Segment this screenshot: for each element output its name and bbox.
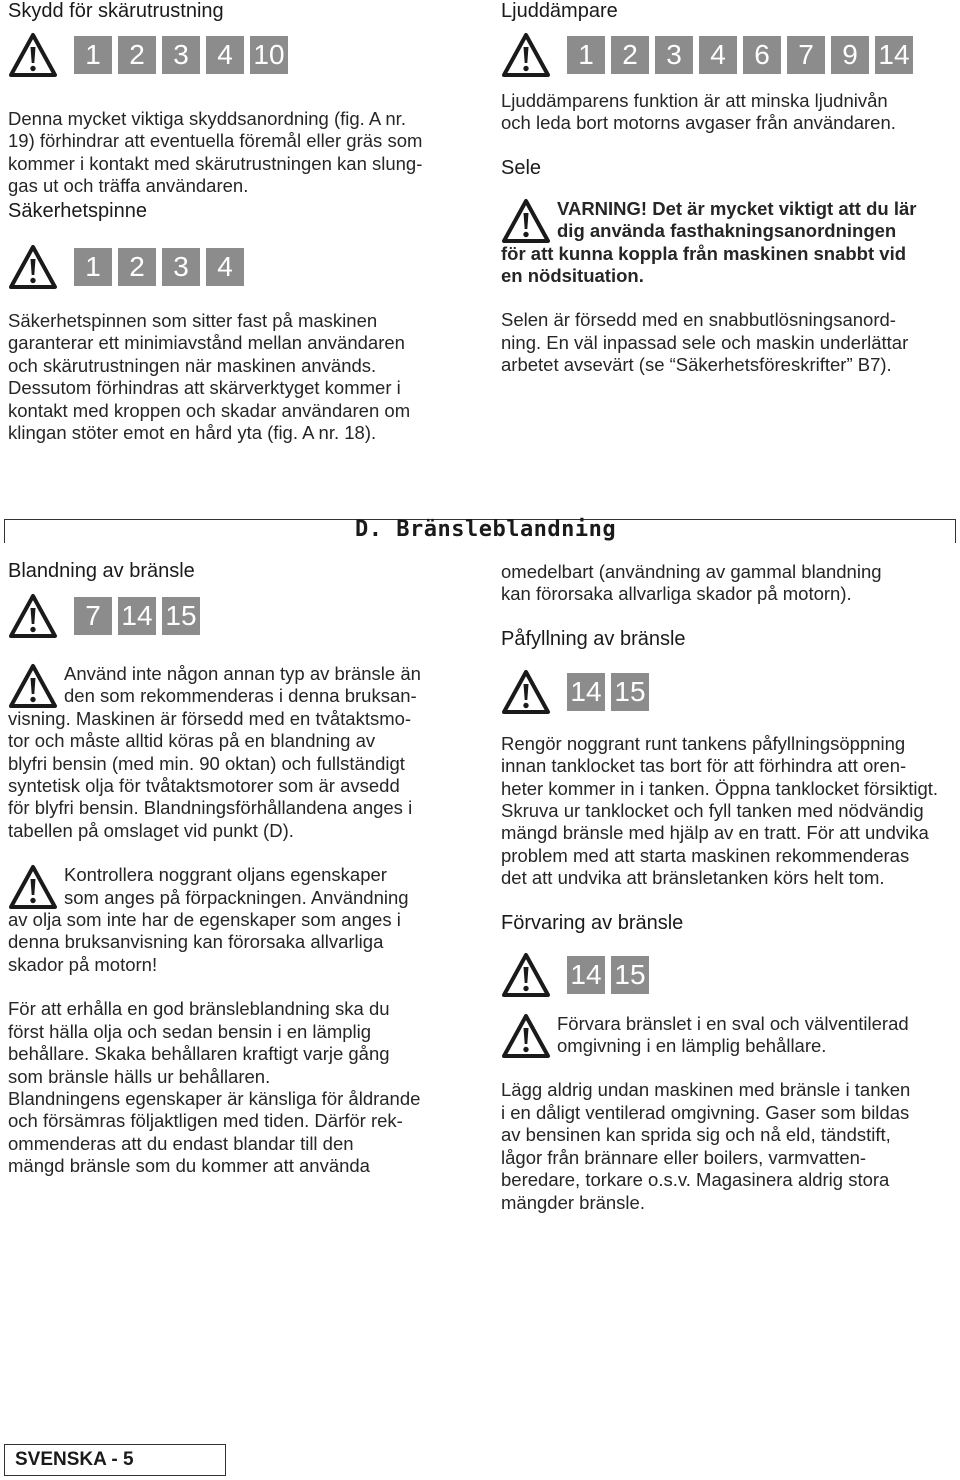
text-line: denna bruksanvisning kan förorsaka allvarliga bbox=[8, 931, 384, 953]
text-line: ommenderas att du endast blandar till den bbox=[8, 1132, 354, 1154]
text-line: i en dåligt ventilerad omgivning. Gaser som bildas bbox=[501, 1101, 910, 1123]
warning-icon bbox=[8, 244, 58, 290]
text-line: för blyfri bensin. Blandningsförhållandena anges i bbox=[8, 797, 413, 819]
figure-number-badge: 9 bbox=[831, 36, 869, 74]
text-line: först hälla olja och sedan bensin i en lämplig bbox=[8, 1020, 372, 1042]
text-line: Kontrollera noggrant oljans egenskaper bbox=[64, 864, 387, 886]
figure-number-badge: 7 bbox=[787, 36, 825, 74]
heading-forvaring: Förvaring av bränsle bbox=[501, 911, 684, 934]
heading-pinne: Säkerhetspinne bbox=[8, 200, 147, 222]
text-line: tor och måste alltid köras på en blandning av bbox=[8, 730, 376, 752]
text-line: som bränsle hälls ur behållaren. bbox=[8, 1065, 271, 1087]
text-line: omgivning i en lämplig behållare. bbox=[557, 1035, 827, 1057]
text-line: klingan stöter emot en hård yta (fig. A nr. 18). bbox=[8, 422, 377, 444]
heading-pafyllning: Påfyllning av bränsle bbox=[501, 627, 686, 650]
text-line: Förvara bränslet i en sval och välventilerad bbox=[557, 1012, 909, 1034]
icon-row-forvaring bbox=[501, 952, 957, 998]
text-line: problem med att starta maskinen rekommenderas bbox=[501, 844, 910, 866]
text-line: Rengör noggrant runt tankens påfyllningsöppning bbox=[501, 732, 906, 754]
text-line: VARNING! Det är mycket viktigt att du lär bbox=[557, 197, 917, 219]
text-line: den som rekommenderas i denna bruksan- bbox=[64, 685, 417, 707]
heading-sele: Sele bbox=[501, 156, 542, 179]
figure-number-badge: 1 bbox=[74, 36, 112, 74]
figure-number-badge: 3 bbox=[162, 36, 200, 74]
warning-icon bbox=[8, 663, 58, 709]
warning-block-forvaring bbox=[501, 1013, 957, 1058]
section-title: D. Bränsleblandning bbox=[355, 517, 617, 542]
text-line: och leda bort motorns avgaser från användaren. bbox=[501, 112, 896, 134]
text-line: Denna mycket viktiga skyddsanordning (fig. A nr. bbox=[8, 108, 406, 129]
warning-icon bbox=[8, 593, 58, 639]
paragraph-sele bbox=[501, 309, 957, 376]
text-line: Skruva ur tanklocket och fyll tanken med nödvändig bbox=[501, 800, 924, 822]
text-line: mängd bränsle med hjälp av en tratt. För att undvika bbox=[501, 822, 929, 844]
paragraph-pinne bbox=[8, 310, 478, 444]
paragraph-pafyllning bbox=[501, 733, 957, 890]
figure-number-badge: 3 bbox=[655, 36, 693, 74]
text-line: för att kunna koppla från maskinen snabbt vid bbox=[501, 242, 907, 264]
text-line: Dessutom förhindras att skärverktyget kommer i bbox=[8, 377, 401, 399]
figure-number-badge: 4 bbox=[206, 248, 244, 286]
text-line: en nödsituation. bbox=[501, 265, 644, 287]
figure-number-badge: 14 bbox=[118, 597, 156, 635]
figure-number-badge: 2 bbox=[118, 248, 156, 286]
text-line: blyfri bensin (med min. 90 oktan) och fullständigt bbox=[8, 752, 405, 774]
text-line: behållare. Skaka behållaren kraftigt varje gång bbox=[8, 1043, 390, 1065]
figure-number-badge: 4 bbox=[699, 36, 737, 74]
section-ljud bbox=[501, 0, 957, 377]
warning-block-olja bbox=[8, 864, 478, 976]
text-line: kontakt med kroppen och skadar användaren om bbox=[8, 399, 411, 421]
text-line: Säkerhetspinnen som sitter fast på maskinen bbox=[8, 310, 378, 331]
figure-number-badge: 15 bbox=[162, 597, 200, 635]
paragraph-blandning bbox=[8, 998, 478, 1177]
figure-number-badge: 14 bbox=[567, 956, 605, 994]
warning-block-bransletyp bbox=[8, 663, 478, 842]
warning-icon bbox=[501, 952, 551, 998]
warning-icon bbox=[501, 669, 551, 715]
figure-number-badge: 15 bbox=[611, 673, 649, 711]
heading-skydd: Skydd för skärutrustning bbox=[8, 0, 224, 22]
text-line: heter kommer in i tanken. Öppna tanklocket försiktigt. bbox=[501, 777, 939, 799]
text-line: lågor från brännare eller boilers, varmvatten- bbox=[501, 1146, 867, 1168]
figure-number-badge: 3 bbox=[162, 248, 200, 286]
figure-number-badge: 1 bbox=[74, 248, 112, 286]
warning-icon bbox=[501, 1013, 551, 1059]
text-line: Ljuddämparens funktion är att minska ljudnivån bbox=[501, 90, 888, 111]
text-line: tabellen på omslaget vid punkt (D). bbox=[8, 819, 294, 841]
icon-row-pinne bbox=[8, 244, 478, 290]
text-line: det att undvika att bränsletanken körs helt tom. bbox=[501, 867, 885, 889]
text-line: dig använda fasthakningsanordningen bbox=[557, 220, 897, 242]
section-right-bottom bbox=[501, 561, 957, 1214]
warning-icon bbox=[501, 198, 551, 244]
text-line: För att erhålla en god bränsleblandning ska du bbox=[8, 998, 390, 1020]
text-line: 19) förhindrar att eventuella föremål eller gräs som bbox=[8, 130, 423, 152]
figure-number-badge: 6 bbox=[743, 36, 781, 74]
text-line: Selen är försedd med en snabbutlösningsanord- bbox=[501, 309, 896, 331]
text-line: mängd bränsle som du kommer att använda bbox=[8, 1155, 370, 1177]
icon-row-skydd bbox=[8, 32, 478, 78]
text-line: gas ut och träffa användaren. bbox=[8, 175, 249, 197]
section-pinne bbox=[8, 200, 478, 444]
text-line: skador på motorn! bbox=[8, 953, 158, 975]
heading-ljud: Ljuddämpare bbox=[501, 0, 618, 22]
heading-blandning: Blandning av bränsle bbox=[8, 560, 195, 582]
figure-number-badge: 7 bbox=[74, 597, 112, 635]
text-line: beredare, torkare o.s.v. Magasinera aldrig stora bbox=[501, 1169, 890, 1191]
text-line: ning. En väl inpassad sele och maskin underlättar bbox=[501, 331, 909, 353]
text-line: Blandningens egenskaper är känsliga för åldrande bbox=[8, 1087, 421, 1109]
figure-number-badge: 2 bbox=[118, 36, 156, 74]
paragraph-forvaring bbox=[501, 1079, 957, 1213]
figure-number-badge: 10 bbox=[250, 36, 288, 74]
paragraph-skydd bbox=[8, 108, 478, 198]
figure-number-badge: 2 bbox=[611, 36, 649, 74]
icon-row-ljud bbox=[501, 32, 957, 78]
text-line: Använd inte någon annan typ av bränsle än bbox=[64, 663, 421, 684]
text-line: kan förorsaka allvarliga skador på motorn). bbox=[501, 583, 852, 605]
text-line: innan tanklocket tas bort för att förhindra att oren- bbox=[501, 755, 907, 777]
icon-row-blandning bbox=[8, 593, 478, 639]
text-line: och försämras följaktligen med tiden. Därför rek- bbox=[8, 1110, 403, 1132]
text-line: som anges på förpackningen. Användning bbox=[64, 886, 409, 908]
text-line: mängder bränsle. bbox=[501, 1191, 645, 1213]
text-line: visning. Maskinen är försedd med en tvåtaktsmo- bbox=[8, 707, 412, 729]
figure-number-badge: 4 bbox=[206, 36, 244, 74]
warning-block-sele bbox=[501, 198, 957, 288]
text-line: och skärutrustningen när maskinen används. bbox=[8, 354, 377, 376]
figure-number-badge: 14 bbox=[567, 673, 605, 711]
paragraph-ljud bbox=[501, 90, 957, 135]
figure-number-badge: 14 bbox=[875, 36, 913, 74]
section-blandning bbox=[8, 560, 478, 1178]
text-line: av olja som inte har de egenskaper som anges i bbox=[8, 909, 401, 931]
page-footer: SVENSKA - 5 bbox=[4, 1444, 226, 1476]
icon-row-pafyllning bbox=[501, 669, 957, 715]
text-line: syntetisk olja för tvåtaktsmotorer som är avsedd bbox=[8, 775, 400, 797]
figure-number-badge: 1 bbox=[567, 36, 605, 74]
text-line: omedelbart (användning av gammal blandning bbox=[501, 561, 882, 582]
warning-icon bbox=[8, 32, 58, 78]
warning-icon bbox=[501, 32, 551, 78]
text-line: kommer i kontakt med skärutrustningen kan slung- bbox=[8, 152, 423, 174]
text-line: Lägg aldrig undan maskinen med bränsle i tanken bbox=[501, 1079, 911, 1101]
section-skydd bbox=[8, 0, 478, 198]
text-line: garanterar ett minimiavstånd mellan användaren bbox=[8, 332, 405, 354]
figure-number-badge: 15 bbox=[611, 956, 649, 994]
warning-icon bbox=[8, 864, 58, 910]
text-line: av bensinen kan sprida sig och nå eld, tändstift, bbox=[501, 1124, 891, 1146]
text-line: arbetet avsevärt (se “Säkerhetsföreskrifter” B7). bbox=[501, 354, 892, 376]
